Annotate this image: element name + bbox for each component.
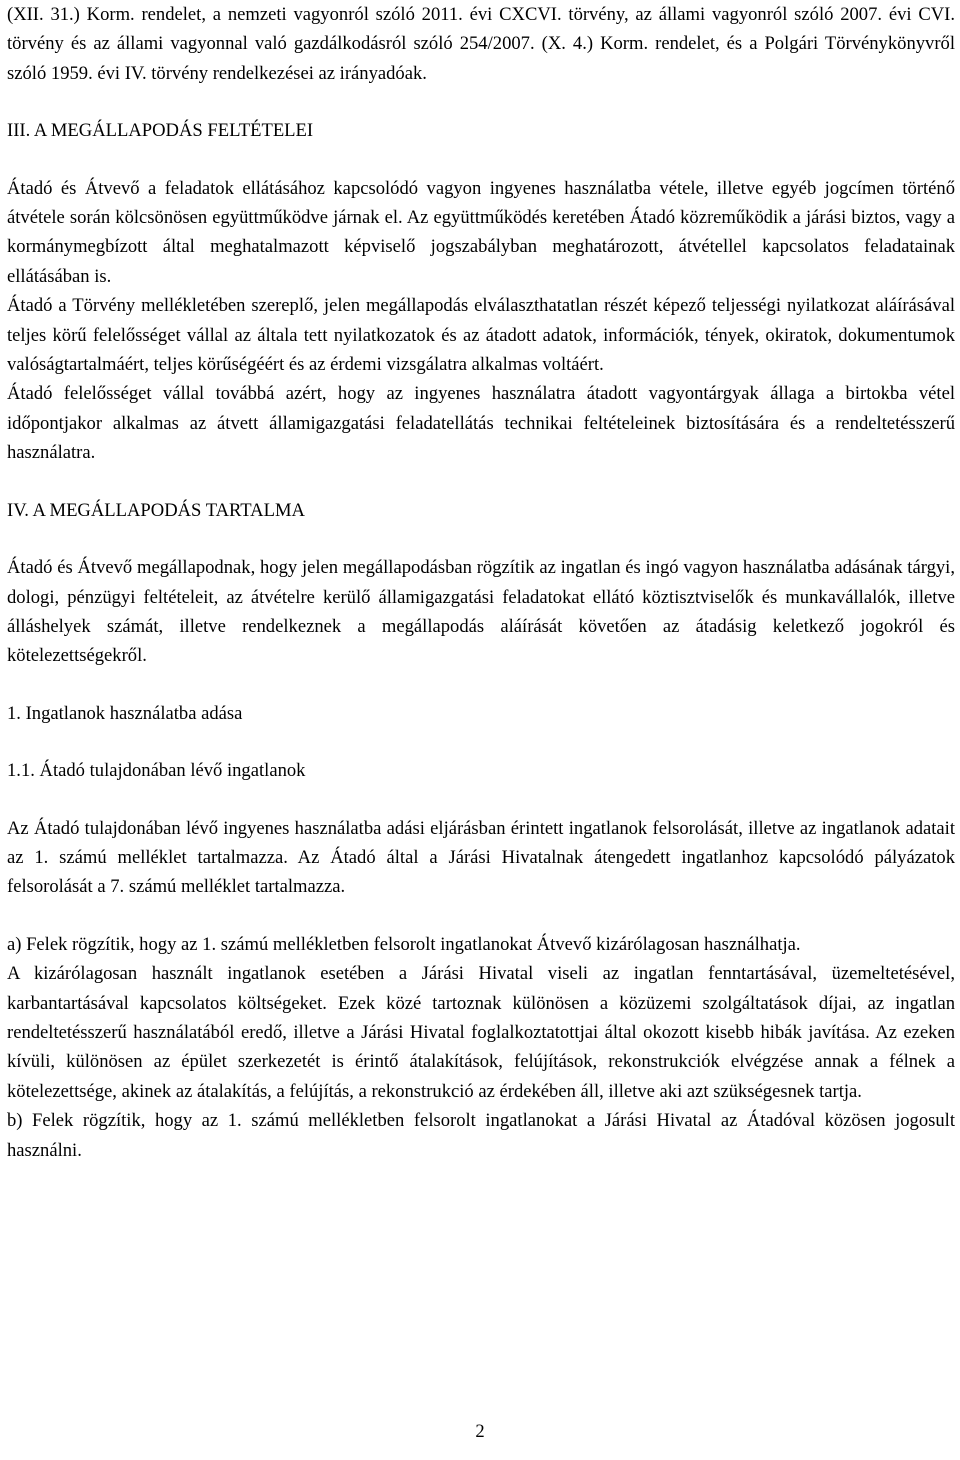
section-3-paragraph-2: Átadó a Törvény mellékletében szereplő, jelen megállapodás elválaszthatatlan részét képező teljességi nyilatkozat aláírásával teljes körű felelősséget vállal az általa tett nyilatkozatok és az átadott adatok, információk, tények, okiratok, dokumentumok valóságtartalmáért, teljes körűségéért és az érdemi vizsgálatra alkalmas voltáért. [7,295,955,376]
section-4-paragraph-1: Átadó és Átvevő megállapodnak, hogy jelen megállapodásban rögzítik az ingatlan és ingó vagyon használatba adásának tárgyi, dologi, pénzügyi feltételeit, az átvételre kerülő államigazgatási feladatokat ellátó köztisztviselők és munkavállalók, illetve álláshelyek számát, illetve rendelkeznek a megállapodás aláírását követően az átadásig keletkező jogokról és kötelezettségekről. [7,557,955,667]
spacer [7,88,955,116]
section-3-paragraph-3: Átadó felelősséget vállal továbbá azért, hogy az ingyenes használatra átadott vagyontárgyak állaga a birtokba vétel időpontjakor alkalmas az átvett államigazgatási feladatellátás technikai feltételeinek biztosítására és a rendeltetésszerű használatra. [7,383,955,464]
section-3-paragraph-1: Átadó és Átvevő a feladatok ellátásához kapcsolódó vagyon ingyenes használatba vétele, illetve egyéb jogcímen történő átvétele során kölcsönösen együttműködve járnak el. Az együttműködés keretében Átadó közreműködik a járási biztos, vagy a kormánymegbízott által meghatalmazott képviselő jogszabályban meghatározott, átvétellel kapcsolatos feladatainak ellátásában is. [7,177,955,287]
document-page [7,0,955,1165]
page-number: 2 [475,1421,485,1442]
section-3-heading: III. A MEGÁLLAPODÁS FELTÉTELEI [7,120,314,142]
spacer [7,468,955,496]
point-b-paragraph: b) Felek rögzítik, hogy az 1. számú mellékletben felsorolt ingatlanokat a Járási Hivatal az Átadóval közösen jogosult használni. [7,1110,955,1161]
spacer [7,671,955,699]
spacer [7,902,955,930]
subsection-1-1-heading: 1.1. Átadó tulajdonában lévő ingatlanok [7,760,306,782]
section-4-heading: IV. A MEGÁLLAPODÁS TARTALMA [7,499,305,521]
intro-paragraph: (XII. 31.) Korm. rendelet, a nemzeti vagyonról szóló 2011. évi CXCVI. törvény, az állami vagyonról szóló 2007. évi CVI. törvény és az állami vagyonnal való gazdálkodásról szóló 254/2007. (X. 4.) Korm. rendelet, és a Polgári Törvénykönyvről szóló 1959. évi IV. törvény rendelkezései az irányadóak. [7,4,955,84]
subsection-1-1-paragraph: Az Átadó tulajdonában lévő ingyenes használatba adási eljárásban érintett ingatlanok felsorolását, illetve az ingatlanok adatait az 1. számú melléklet tartalmazza. Az Átadó által a Járási Hivatalnak átengedett ingatlanhoz kapcsolódó pályázatok felsorolását a 7. számú melléklet tartalmazza. [7,817,955,898]
point-a-costs-paragraph: A kizárólagosan használt ingatlanok esetében a Járási Hivatal viseli az ingatlan fenntartásával, üzemeltetésével, karbantartásával kapcsolatos költségeket. Ezek közé tartoznak különösen a közüzemi szolgáltatások díjai, az ingatlan rendeltetésszerű használatából eredő, illetve a Járási Hivatal foglalkoztatottjai által okozott kisebb hibák javítása. Az ezeken kívüli, különösen az épület szerkezetét is érintő átalakítások, felújítások, rekonstrukciók elvégzése annak a félnek a kötelezettsége, akinek az átalakítás, a felújítás, a rekonstrukció az érdekében áll, illetve aki azt szükségesnek tartja. [7,963,955,1102]
subsection-1-heading: 1. Ingatlanok használatba adása [7,702,243,724]
spacer [7,728,955,756]
spacer [7,146,955,174]
spacer [7,786,955,814]
point-a-paragraph: a) Felek rögzítik, hogy az 1. számú mellékletben felsorolt ingatlanokat Átvevő kizárólagosan használhatja. [7,933,801,955]
spacer [7,525,955,553]
